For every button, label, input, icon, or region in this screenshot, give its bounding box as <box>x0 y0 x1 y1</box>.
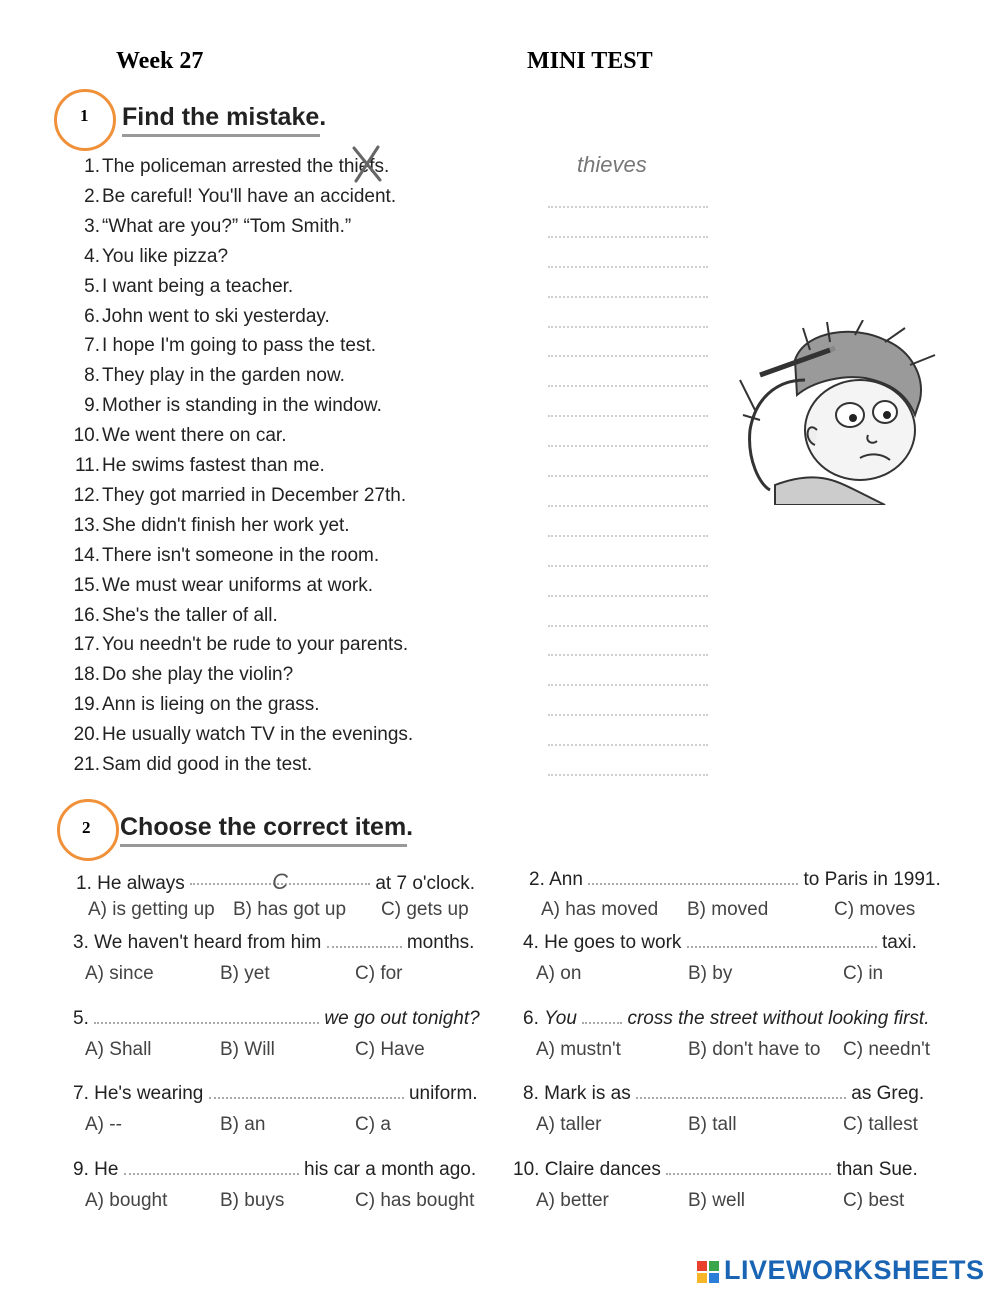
question-text-before: Mark is as <box>544 1083 631 1104</box>
item-number: 3. <box>84 216 100 237</box>
mistake-item <box>64 724 424 746</box>
answer-option[interactable]: B) buys <box>220 1190 285 1211</box>
answer-blank[interactable] <box>636 1083 846 1099</box>
answer-option[interactable]: C) for <box>355 963 403 984</box>
item-number: 21. <box>73 754 100 775</box>
mistake-item <box>64 545 424 567</box>
answer-blank[interactable] <box>548 355 708 357</box>
mistake-item <box>64 455 424 477</box>
answer-blank[interactable] <box>548 744 708 746</box>
question-number: 5. <box>73 1008 89 1029</box>
answer-blank[interactable] <box>548 535 708 537</box>
item-number: 14. <box>73 545 100 566</box>
question-stem <box>523 1083 924 1105</box>
item-number: 16. <box>73 605 100 626</box>
answer-blank[interactable] <box>548 445 708 447</box>
item-sentence: He usually watch TV in the evenings. <box>102 724 414 745</box>
mistake-item <box>64 664 424 686</box>
question-text-after: months. <box>406 932 475 953</box>
answer-option[interactable]: A) has moved <box>541 899 659 920</box>
question-text-after: taxi. <box>882 932 917 953</box>
question-text-before: You <box>544 1008 577 1029</box>
liveworksheets-logo-text: LIVEWORKSHEETS <box>724 1255 985 1285</box>
answer-option[interactable]: C) needn't <box>843 1039 931 1060</box>
item-sentence: We must wear uniforms at work. <box>102 575 374 596</box>
answer-blank[interactable] <box>582 1008 622 1024</box>
question-text-after: than Sue. <box>836 1159 918 1180</box>
item-sentence: The policeman arrested the thiefs. <box>102 156 390 177</box>
answer-blank[interactable] <box>548 415 708 417</box>
answer-option[interactable]: B) has got up <box>233 899 347 920</box>
section-1-title: Find the mistake. <box>122 103 327 131</box>
question-text-after: his car a month ago. <box>304 1159 477 1180</box>
answer-blank[interactable] <box>548 206 708 208</box>
question-text-after: uniform. <box>408 1083 478 1104</box>
item-number: 12. <box>73 485 100 506</box>
answer-option[interactable]: C) tallest <box>843 1114 918 1135</box>
item-sentence: “What are you?” “Tom Smith.” <box>102 216 352 237</box>
thinking-boy-illustration <box>735 320 950 505</box>
section-2-number: 2 <box>82 818 91 837</box>
answer-option[interactable]: A) is getting up <box>88 899 215 920</box>
section-2-title: Choose the correct item. <box>120 813 414 841</box>
item-sentence: She didn't finish her work yet. <box>102 515 350 536</box>
answer-option[interactable]: C) in <box>843 963 884 984</box>
question-number: 1. <box>76 873 92 894</box>
answer-option[interactable]: C) gets up <box>381 899 469 920</box>
question-text-before: Ann <box>549 869 583 890</box>
mistake-item <box>64 605 424 627</box>
section-1-number: 1 <box>80 106 89 125</box>
item-number: 1. <box>84 156 100 177</box>
question-text-before: We haven't heard from him <box>94 932 322 953</box>
answer-option[interactable]: C) best <box>843 1190 905 1211</box>
question-stem <box>76 869 475 895</box>
question-stem <box>73 932 474 954</box>
answer-blank[interactable] <box>548 714 708 716</box>
mistake-item <box>64 246 424 268</box>
item-sentence: Be careful! You'll have an accident. <box>102 186 397 207</box>
item-sentence: I want being a teacher. <box>102 276 294 297</box>
example-answer: thieves <box>577 152 647 177</box>
answer-option[interactable]: B) don't have to <box>688 1039 821 1060</box>
answer-blank[interactable] <box>327 932 402 948</box>
item-number: 19. <box>73 694 100 715</box>
item-sentence: They got married in December 27th. <box>102 485 407 506</box>
item-sentence: Do she play the violin? <box>102 664 294 685</box>
answer-blank[interactable] <box>209 1083 404 1099</box>
week-label: Week 27 <box>116 48 204 74</box>
answer-blank[interactable] <box>548 385 708 387</box>
answer-option[interactable]: B) tall <box>688 1114 737 1135</box>
answer-option[interactable]: B) by <box>688 963 733 984</box>
question-number: 6. <box>523 1008 539 1029</box>
answer-blank[interactable] <box>548 595 708 597</box>
item-number: 4. <box>84 246 100 267</box>
question-number: 8. <box>523 1083 539 1104</box>
mistake-item <box>64 365 424 387</box>
question-text-after: to Paris in 1991. <box>803 869 941 890</box>
cross-out-mark-icon <box>350 144 384 184</box>
mistake-item <box>64 395 424 417</box>
question-stem <box>523 932 917 954</box>
answer-option[interactable]: A) mustn't <box>536 1039 621 1060</box>
answer-blank[interactable] <box>666 1159 831 1175</box>
answer-blank[interactable] <box>548 565 708 567</box>
section-2-underline <box>120 844 407 847</box>
question-number: 7. <box>73 1083 89 1104</box>
test-title: MINI TEST <box>527 48 653 74</box>
question-stem <box>523 1008 929 1030</box>
answer-option[interactable]: A) taller <box>536 1114 602 1135</box>
item-sentence: Ann is lieing on the grass. <box>102 694 320 715</box>
item-number: 13. <box>73 515 100 536</box>
answer-blank[interactable] <box>548 475 708 477</box>
answer-blank[interactable] <box>548 774 708 776</box>
answer-option[interactable]: A) since <box>85 963 154 984</box>
answer-blank[interactable] <box>548 684 708 686</box>
question-text-after: as Greg. <box>851 1083 925 1104</box>
mistake-item <box>64 335 424 357</box>
item-number: 6. <box>84 306 100 327</box>
item-sentence: Mother is standing in the window. <box>102 395 382 416</box>
mistake-item <box>64 634 424 656</box>
question-number: 4. <box>523 932 539 953</box>
item-number: 5. <box>84 276 100 297</box>
item-number: 7. <box>84 335 100 356</box>
answer-blank[interactable] <box>588 869 798 885</box>
answer-blank[interactable] <box>548 296 708 298</box>
section-1-underline <box>122 134 320 137</box>
item-sentence: John went to ski yesterday. <box>102 306 330 327</box>
answer-option[interactable]: C) Have <box>355 1039 425 1060</box>
question-number: 10. <box>513 1159 540 1180</box>
mistake-item <box>64 276 424 298</box>
question-stem <box>513 1159 918 1181</box>
question-text-before: He goes to work <box>544 932 682 953</box>
answer-blank[interactable] <box>548 654 708 656</box>
answer-blank[interactable] <box>94 1008 319 1024</box>
mistake-item <box>64 575 424 597</box>
question-text-before: Claire dances <box>544 1159 661 1180</box>
answer-blank[interactable] <box>548 326 708 328</box>
answer-option[interactable]: A) bought <box>85 1190 168 1211</box>
question-number: 3. <box>73 932 89 953</box>
answer-blank[interactable] <box>124 1159 299 1175</box>
item-number: 18. <box>73 664 100 685</box>
item-sentence: You like pizza? <box>102 246 229 267</box>
item-number: 17. <box>73 634 100 655</box>
answer-blank[interactable] <box>548 266 708 268</box>
filled-answer: C <box>272 869 289 894</box>
answer-option[interactable]: A) better <box>536 1190 609 1211</box>
item-number: 8. <box>84 365 100 386</box>
liveworksheets-logo-icon <box>697 1257 721 1287</box>
question-stem <box>73 1159 476 1181</box>
item-sentence: I hope I'm going to pass the test. <box>102 335 377 356</box>
item-number: 9. <box>84 395 100 416</box>
answer-blank[interactable] <box>548 625 708 627</box>
mistake-item <box>64 515 424 537</box>
item-number: 20. <box>73 724 100 745</box>
answer-blank[interactable] <box>548 505 708 507</box>
question-stem <box>73 1083 478 1105</box>
item-sentence: They play in the garden now. <box>102 365 345 386</box>
answer-blank[interactable] <box>687 932 877 948</box>
question-text-after: cross the street without looking first. <box>627 1008 930 1029</box>
item-number: 2. <box>84 186 100 207</box>
item-sentence: He swims fastest than me. <box>102 455 325 476</box>
item-number: 15. <box>73 575 100 596</box>
answer-option[interactable]: C) has bought <box>355 1190 475 1211</box>
mistake-item <box>64 694 424 716</box>
question-text-before: He always <box>97 873 185 894</box>
question-text-after: at 7 o'clock. <box>375 873 476 894</box>
question-stem <box>73 1008 480 1030</box>
question-stem <box>529 869 941 891</box>
mistake-item <box>64 485 424 507</box>
answer-option[interactable]: B) moved <box>687 899 769 920</box>
item-number: 11. <box>74 455 100 476</box>
mistake-item <box>64 306 424 328</box>
answer-option[interactable]: A) -- <box>85 1114 122 1135</box>
mistake-item <box>64 186 424 208</box>
item-sentence: She's the taller of all. <box>102 605 278 626</box>
answer-option[interactable]: A) on <box>536 963 582 984</box>
item-sentence: Sam did good in the test. <box>102 754 313 775</box>
answer-option[interactable]: B) well <box>688 1190 746 1211</box>
answer-option[interactable]: B) yet <box>220 963 270 984</box>
mistake-item <box>64 754 424 776</box>
answer-blank[interactable] <box>548 236 708 238</box>
item-sentence: We went there on car. <box>102 425 287 446</box>
item-sentence: You needn't be rude to your parents. <box>102 634 409 655</box>
answer-option[interactable]: C) a <box>355 1114 391 1135</box>
answer-option[interactable]: B) an <box>220 1114 266 1135</box>
answer-option[interactable]: A) Shall <box>85 1039 152 1060</box>
question-text-after: we go out tonight? <box>324 1008 480 1029</box>
mistake-item <box>64 216 424 238</box>
answer-option[interactable]: B) Will <box>220 1039 275 1060</box>
item-sentence: There isn't someone in the room. <box>102 545 380 566</box>
question-text-before: He <box>94 1159 119 1180</box>
mistake-item <box>64 425 424 447</box>
question-number: 9. <box>73 1159 89 1180</box>
question-number: 2. <box>529 869 545 890</box>
answer-option[interactable]: C) moves <box>834 899 916 920</box>
answer-blank[interactable] <box>190 869 370 894</box>
item-number: 10. <box>73 425 100 446</box>
question-text-before: He's wearing <box>94 1083 204 1104</box>
